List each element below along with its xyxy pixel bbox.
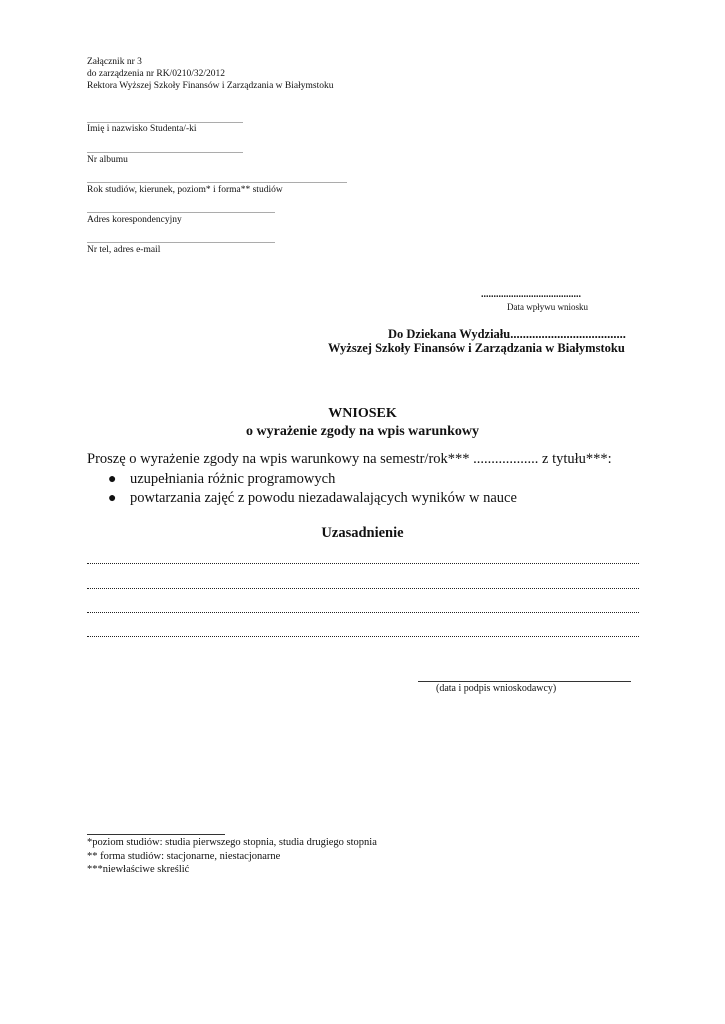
name-field-dots[interactable]: .............................................................................. — [87, 116, 243, 125]
annex-line-1: Załącznik nr 3 — [87, 57, 142, 67]
document-title: WNIOSEK — [328, 406, 397, 421]
option-label: powtarzania zajęć z powodu niezadawalających wyników w nauce — [130, 490, 517, 506]
footnote-divider — [87, 834, 225, 835]
contact-field-dots[interactable]: .............................................................................................. — [87, 236, 275, 245]
bullet-icon: ● — [108, 472, 117, 487]
request-text: Proszę o wyrażenie zgody na wpis warunkowy na semestr/rok*** .................. z tytułu***: — [87, 451, 612, 467]
option-item — [108, 471, 335, 488]
justification-title: Uzasadnienie — [321, 525, 404, 541]
justification-line[interactable] — [87, 563, 639, 564]
signature-label: (data i podpis wnioskodawcy) — [436, 683, 557, 694]
annex-line-3: Rektora Wyższej Szkoły Finansów i Zarządzania w Białymstoku — [87, 81, 334, 91]
contact-field-label: Nr tel, adres e-mail — [87, 245, 161, 255]
footnote-strike: ***niewłaściwe skreślić — [87, 864, 190, 875]
signature-line[interactable] — [418, 681, 631, 682]
address-field-dots[interactable]: .............................................................................................. — [87, 206, 275, 215]
option-label: uzupełniania różnic programowych — [130, 471, 336, 487]
document-subtitle: o wyrażenie zgody na wpis warunkowy — [246, 424, 479, 439]
album-field-dots[interactable]: .............................................................................. — [87, 146, 243, 155]
study-field-label: Rok studiów, kierunek, poziom* i forma** studiów — [87, 185, 283, 195]
justification-line[interactable] — [87, 612, 639, 613]
date-receipt-dots[interactable]: ........................................ — [481, 289, 581, 300]
option-item — [108, 490, 517, 507]
footnote-level: *poziom studiów: studia pierwszego stopnia, studia drugiego stopnia — [87, 837, 377, 848]
address-field-label: Adres korespondencyjny — [87, 215, 182, 225]
addressee-school: Wyższej Szkoły Finansów i Zarządzania w Białymstoku — [328, 341, 625, 355]
justification-line[interactable] — [87, 588, 639, 589]
date-receipt-label: Data wpływu wniosku — [507, 302, 588, 312]
addressee-dean: Do Dziekana Wydziału..................................... — [388, 327, 626, 341]
bullet-icon: ● — [108, 491, 117, 506]
justification-line[interactable] — [87, 636, 639, 637]
annex-line-2: do zarządzenia nr RK/0210/32/2012 — [87, 69, 225, 79]
name-field-label: Imię i nazwisko Studenta/-ki — [87, 124, 197, 134]
annex-header — [87, 56, 333, 92]
album-field-label: Nr albumu — [87, 155, 128, 165]
study-field-dots[interactable]: .................................................................................................................................. — [87, 176, 347, 185]
footnote-form: ** forma studiów: stacjonarne, niestacjonarne — [87, 851, 281, 862]
